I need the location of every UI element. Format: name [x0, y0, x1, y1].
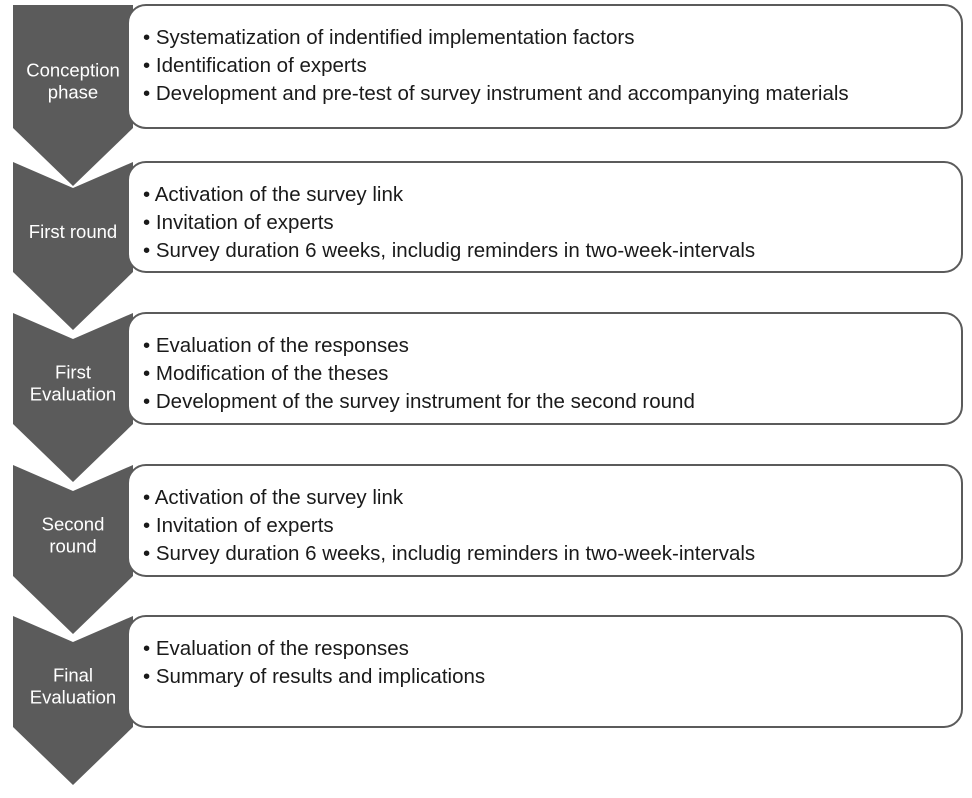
phase-label: Final	[52, 664, 94, 686]
phase-bullet: • Summary of results and implications	[143, 665, 486, 688]
phase-bullet: • Invitation of experts	[143, 211, 334, 234]
phase-label: phase	[47, 81, 99, 103]
phase-label: round	[49, 535, 97, 557]
phase-label: Evaluation	[29, 383, 117, 405]
phase-step	[13, 465, 962, 634]
phase-bullet: • Evaluation of the responses	[143, 637, 409, 660]
phase-bullet: • Identification of experts	[143, 54, 367, 77]
phase-step	[13, 616, 962, 785]
phase-bullet: • Systematization of indentified implementation factors	[143, 26, 635, 49]
phase-bullet: • Development of the survey instrument for the second round	[143, 390, 695, 413]
phase-bullet: • Evaluation of the responses	[143, 334, 409, 357]
phase-label: First	[55, 361, 91, 383]
phase-step	[13, 313, 962, 482]
phase-bullet: • Survey duration 6 weeks, includig reminders in two-week-intervals	[143, 239, 756, 262]
phase-bullet: • Activation of the survey link	[143, 486, 404, 509]
phase-bullet: • Development and pre-test of survey instrument and accompanying materials	[143, 82, 849, 105]
phase-chevron	[13, 162, 133, 330]
phase-step	[13, 5, 962, 186]
phase-label: Second	[41, 513, 105, 535]
phase-label: Evaluation	[29, 686, 117, 708]
phase-bullet: • Invitation of experts	[143, 514, 334, 537]
phase-bullet: • Modification of the theses	[143, 362, 389, 385]
phase-bullet: • Survey duration 6 weeks, includig reminders in two-week-intervals	[143, 542, 756, 565]
phase-bullet: • Activation of the survey link	[143, 183, 404, 206]
phase-step	[13, 162, 962, 330]
phase-label: Conception	[26, 59, 120, 81]
phase-label: First round	[28, 221, 118, 242]
